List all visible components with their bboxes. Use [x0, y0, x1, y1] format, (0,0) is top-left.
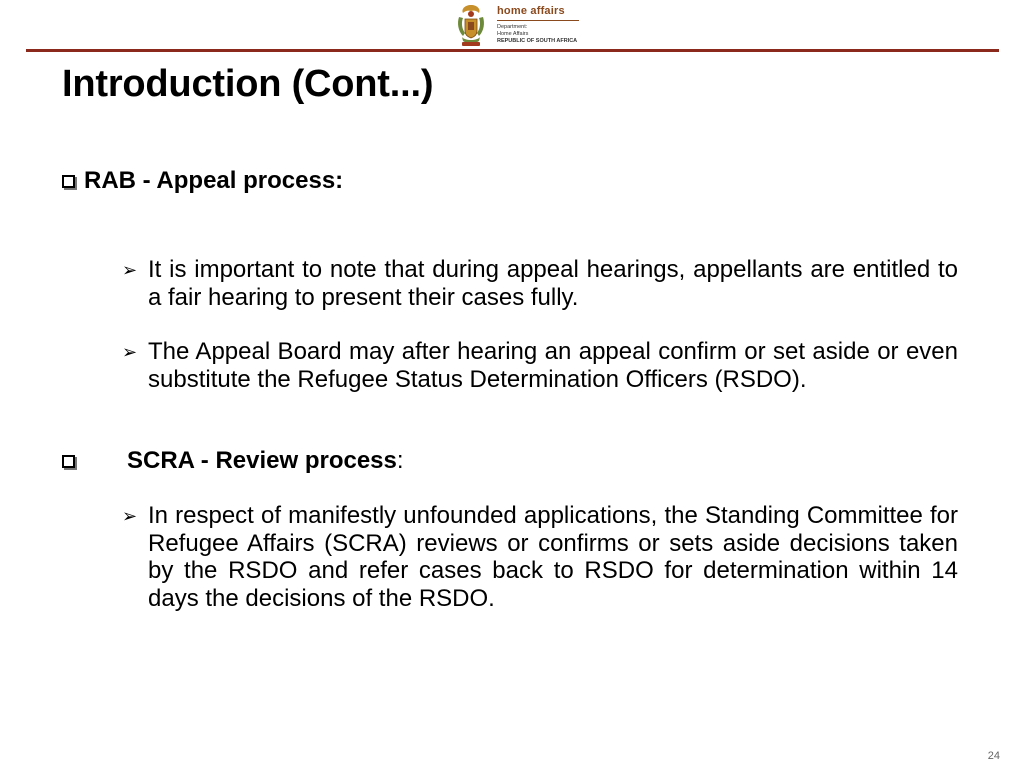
- logo-country: REPUBLIC OF SOUTH AFRICA: [497, 38, 578, 44]
- slide-title: Introduction (Cont...): [62, 63, 434, 105]
- coat-of-arms-icon: [455, 3, 487, 49]
- checkbox-bullet-icon: [62, 455, 75, 468]
- logo-dept-line1: Department:: [497, 24, 528, 30]
- section-heading-rab: [62, 167, 343, 195]
- section-heading-text: RAB - Appeal process:: [84, 167, 344, 194]
- bullet-item: [122, 256, 958, 311]
- page-number: 24: [987, 750, 1000, 762]
- bullet-text: It is important to note that during appeal hearings, appellants are entitled to a fair hearing to present their cases fully.: [148, 256, 958, 311]
- logo-department: [497, 24, 528, 37]
- department-logo: [455, 3, 583, 49]
- bullet-text: In respect of manifestly unfounded applications, the Standing Committee for Refugee Affairs (SCRA) reviews or confirms or sets aside decisions taken by the RSDO and refer cases back to RSDO for determination within 14 days the decisions of the RSDO.: [148, 502, 958, 612]
- section-heading-colon: :: [396, 447, 404, 474]
- arrow-bullet-icon: ➢: [122, 342, 138, 362]
- logo-brand-text: home affairs: [497, 5, 565, 17]
- logo-divider: [497, 20, 579, 21]
- arrow-bullet-icon: ➢: [122, 506, 138, 526]
- arrow-bullet-icon: ➢: [122, 260, 138, 280]
- section-heading-scra: [62, 447, 404, 475]
- bullet-text: The Appeal Board may after hearing an appeal confirm or set aside or even substitute the Refugee Status Determination Officers (RSDO).: [148, 338, 958, 393]
- checkbox-bullet-icon: [62, 175, 75, 188]
- logo-dept-line2: Home Affairs: [497, 30, 529, 37]
- header-divider: [26, 49, 999, 52]
- bullet-item: [122, 338, 958, 393]
- section-heading-text: SCRA - Review process: [127, 447, 397, 474]
- bullet-item: [122, 502, 958, 612]
